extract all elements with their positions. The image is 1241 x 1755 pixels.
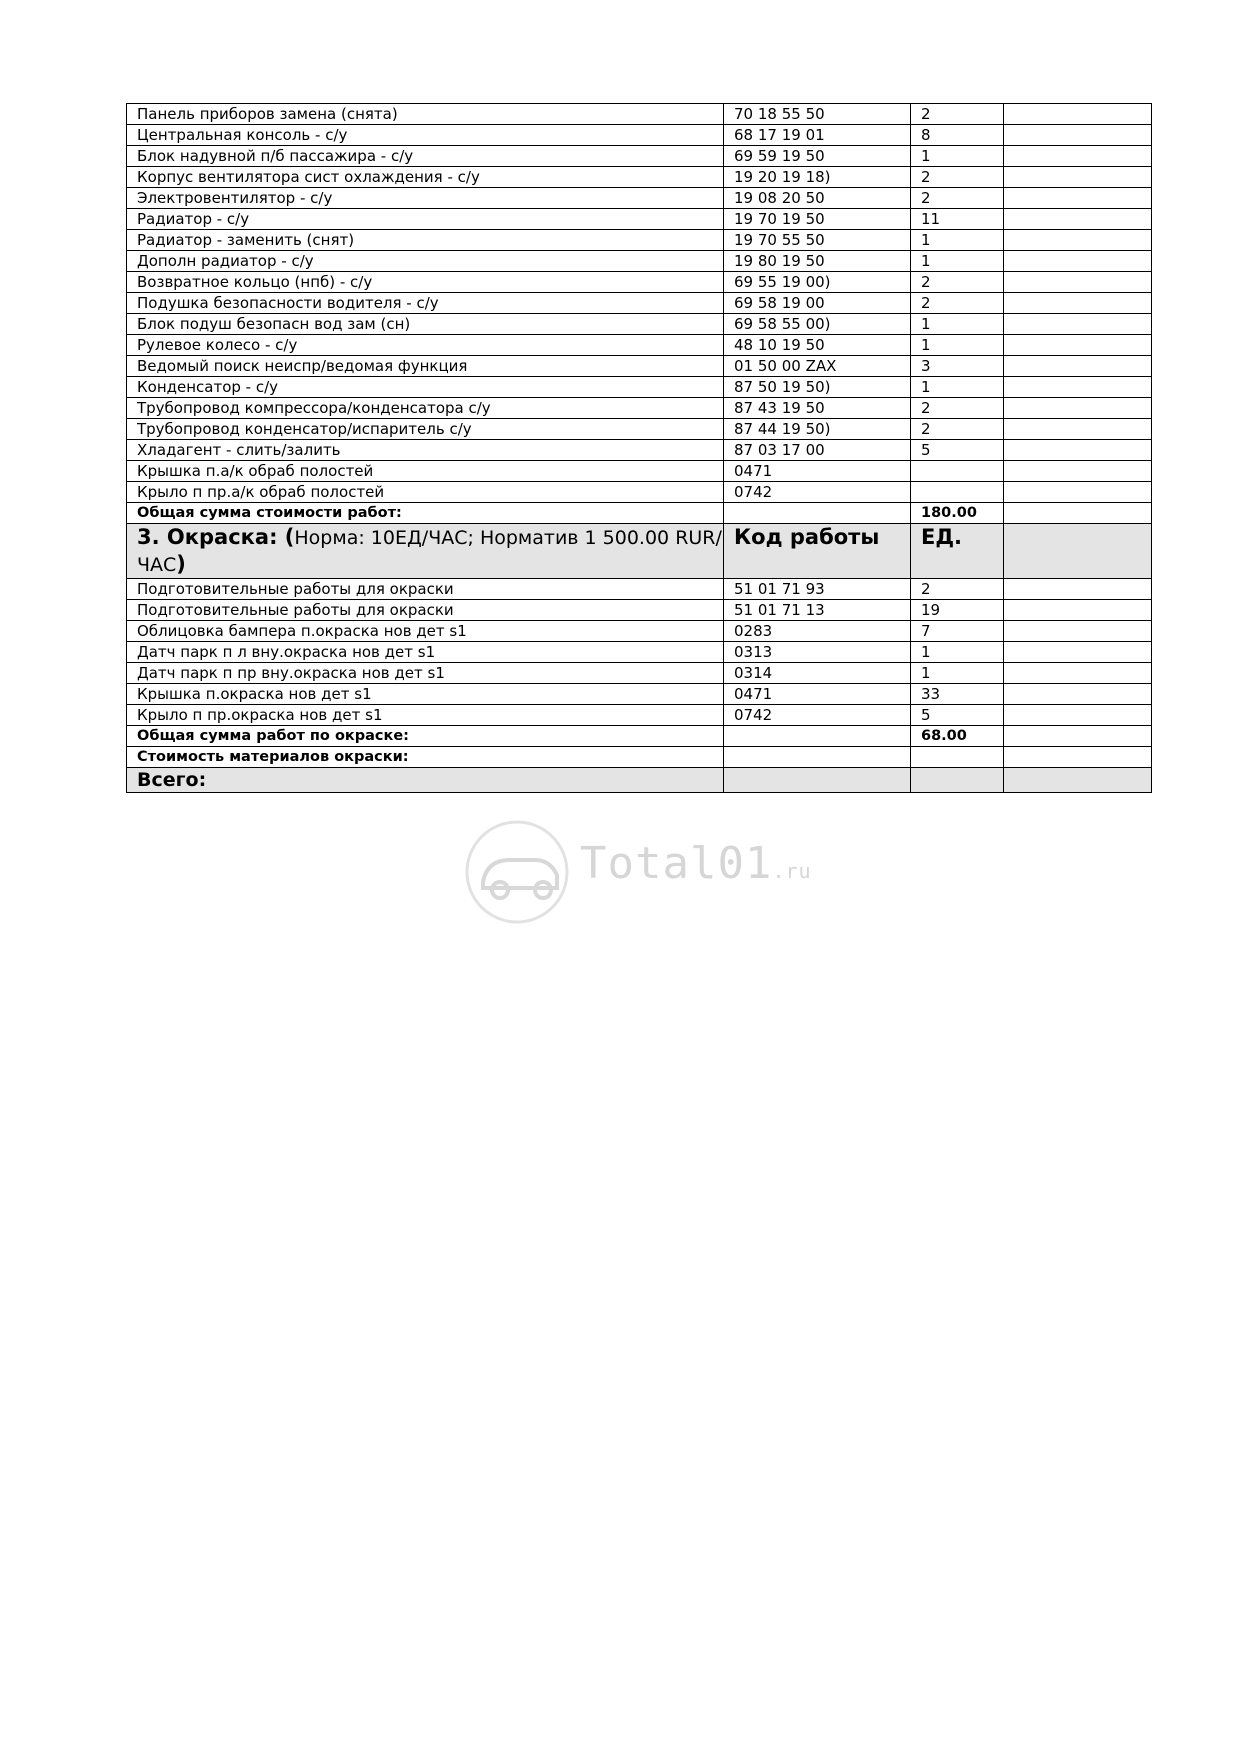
section-paint-title: 3. Окраска: (Норма: 10ЕД/ЧАС; Норматив 1 500.00 RUR/ЧАС)	[127, 524, 724, 579]
row-extra	[1004, 314, 1152, 335]
row-extra	[1004, 209, 1152, 230]
row-units: 2	[911, 293, 1004, 314]
row-units: 2	[911, 419, 1004, 440]
row-name: Дополн радиатор - с/у	[127, 251, 724, 272]
row-extra	[1004, 705, 1152, 726]
row-extra	[1004, 663, 1152, 684]
grand-total-row	[127, 768, 1152, 793]
row-extra	[1004, 398, 1152, 419]
row-units: 1	[911, 642, 1004, 663]
table-row	[127, 167, 1152, 188]
row-units: 8	[911, 125, 1004, 146]
row-code: 19 80 19 50	[724, 251, 911, 272]
row-name: Центральная консоль - с/у	[127, 125, 724, 146]
row-name: Рулевое колесо - с/у	[127, 335, 724, 356]
col-code-header: Код работы	[724, 524, 911, 579]
row-units: 1	[911, 146, 1004, 167]
row-extra	[1004, 579, 1152, 600]
table-row	[127, 251, 1152, 272]
table-row	[127, 188, 1152, 209]
row-extra	[1004, 104, 1152, 125]
row-name: Крышка п.окраска нов дет s1	[127, 684, 724, 705]
row-units: 2	[911, 167, 1004, 188]
row-code: 69 59 19 50	[724, 146, 911, 167]
row-code: 0742	[724, 705, 911, 726]
table-row	[127, 398, 1152, 419]
row-name: Подушка безопасности водителя - с/у	[127, 293, 724, 314]
row-extra	[1004, 600, 1152, 621]
row-code: 01 50 00 ZAX	[724, 356, 911, 377]
row-name: Блок подуш безопасн вод зам (сн)	[127, 314, 724, 335]
row-extra	[1004, 621, 1152, 642]
row-units: 2	[911, 398, 1004, 419]
watermark-text: Total01.ru	[580, 838, 812, 889]
row-code: 0471	[724, 461, 911, 482]
row-name: Радиатор - с/у	[127, 209, 724, 230]
row-extra	[1004, 293, 1152, 314]
row-extra	[1004, 272, 1152, 293]
repair-estimate-table	[126, 103, 1152, 793]
works-total-label: Общая сумма стоимости работ:	[127, 503, 724, 524]
materials-row	[127, 747, 1152, 768]
table-row	[127, 684, 1152, 705]
row-code: 68 17 19 01	[724, 125, 911, 146]
row-extra	[1004, 167, 1152, 188]
row-name: Крыло п пр.окраска нов дет s1	[127, 705, 724, 726]
row-code: 87 50 19 50)	[724, 377, 911, 398]
row-code: 87 44 19 50)	[724, 419, 911, 440]
row-extra	[1004, 377, 1152, 398]
table-row	[127, 209, 1152, 230]
row-code: 51 01 71 93	[724, 579, 911, 600]
row-name: Хладагент - слить/залить	[127, 440, 724, 461]
row-extra	[1004, 419, 1152, 440]
paint-total-label: Общая сумма работ по окраске:	[127, 726, 724, 747]
row-units: 19	[911, 600, 1004, 621]
row-name: Радиатор - заменить (снят)	[127, 230, 724, 251]
works-total-code	[724, 503, 911, 524]
row-code: 19 70 55 50	[724, 230, 911, 251]
row-units: 7	[911, 621, 1004, 642]
table-row	[127, 705, 1152, 726]
row-code: 69 55 19 00)	[724, 272, 911, 293]
table-row	[127, 461, 1152, 482]
row-code: 87 43 19 50	[724, 398, 911, 419]
paint-rows	[127, 579, 1152, 726]
table-row	[127, 579, 1152, 600]
row-name: Подготовительные работы для окраски	[127, 600, 724, 621]
row-code: 19 08 20 50	[724, 188, 911, 209]
table-row	[127, 335, 1152, 356]
row-code: 0283	[724, 621, 911, 642]
row-units	[911, 482, 1004, 503]
row-code: 0471	[724, 684, 911, 705]
row-code: 69 58 19 00	[724, 293, 911, 314]
section-paint-header	[127, 524, 1152, 579]
table-row	[127, 230, 1152, 251]
row-code: 48 10 19 50	[724, 335, 911, 356]
row-units: 11	[911, 209, 1004, 230]
table-row	[127, 482, 1152, 503]
row-code: 70 18 55 50	[724, 104, 911, 125]
row-units	[911, 461, 1004, 482]
row-extra	[1004, 684, 1152, 705]
row-extra	[1004, 146, 1152, 167]
row-units: 5	[911, 440, 1004, 461]
row-units: 5	[911, 705, 1004, 726]
works-total-extra	[1004, 503, 1152, 524]
row-name: Подготовительные работы для окраски	[127, 579, 724, 600]
row-units: 2	[911, 272, 1004, 293]
table-row	[127, 642, 1152, 663]
row-units: 2	[911, 188, 1004, 209]
row-units: 1	[911, 251, 1004, 272]
row-units: 1	[911, 335, 1004, 356]
table-row	[127, 377, 1152, 398]
col-extra-header	[1004, 524, 1152, 579]
row-name: Ведомый поиск неиспр/ведомая функция	[127, 356, 724, 377]
table-row	[127, 293, 1152, 314]
row-units: 1	[911, 663, 1004, 684]
row-units: 1	[911, 314, 1004, 335]
works-total-row	[127, 503, 1152, 524]
grand-total-label: Всего:	[127, 768, 724, 793]
row-code: 87 03 17 00	[724, 440, 911, 461]
row-extra	[1004, 356, 1152, 377]
table-row	[127, 663, 1152, 684]
row-extra	[1004, 251, 1152, 272]
row-code: 51 01 71 13	[724, 600, 911, 621]
table-row	[127, 272, 1152, 293]
row-extra	[1004, 461, 1152, 482]
row-code: 0314	[724, 663, 911, 684]
row-name: Конденсатор - с/у	[127, 377, 724, 398]
row-name: Корпус вентилятора сист охлаждения - с/у	[127, 167, 724, 188]
table-row	[127, 314, 1152, 335]
row-units: 1	[911, 377, 1004, 398]
row-extra	[1004, 335, 1152, 356]
row-name: Трубопровод конденсатор/испаритель с/у	[127, 419, 724, 440]
table-row	[127, 600, 1152, 621]
table-row	[127, 104, 1152, 125]
materials-label: Стоимость материалов окраски:	[127, 747, 724, 768]
row-code: 19 70 19 50	[724, 209, 911, 230]
row-name: Датч парк п пр вну.окраска нов дет s1	[127, 663, 724, 684]
row-extra	[1004, 230, 1152, 251]
row-units: 1	[911, 230, 1004, 251]
section-paint-norm: Норма: 10ЕД/ЧАС; Норматив 1 500.00 RUR/ЧАС	[137, 527, 722, 576]
row-code: 19 20 19 18)	[724, 167, 911, 188]
table-row	[127, 356, 1152, 377]
row-units: 33	[911, 684, 1004, 705]
col-units-header: ЕД.	[911, 524, 1004, 579]
row-name: Возвратное кольцо (нпб) - с/у	[127, 272, 724, 293]
row-extra	[1004, 440, 1152, 461]
row-code: 0313	[724, 642, 911, 663]
row-extra	[1004, 482, 1152, 503]
table-row	[127, 146, 1152, 167]
row-name: Блок надувной п/б пассажира - с/у	[127, 146, 724, 167]
row-name: Облицовка бампера п.окраска нов дет s1	[127, 621, 724, 642]
table-row	[127, 125, 1152, 146]
row-units: 3	[911, 356, 1004, 377]
row-name: Электровентилятор - с/у	[127, 188, 724, 209]
row-units: 2	[911, 104, 1004, 125]
paint-total-value: 68.00	[911, 726, 1004, 747]
row-code: 0742	[724, 482, 911, 503]
row-name: Трубопровод компрессора/конденсатора с/у	[127, 398, 724, 419]
paint-total-row	[127, 726, 1152, 747]
row-extra	[1004, 125, 1152, 146]
row-extra	[1004, 188, 1152, 209]
row-extra	[1004, 642, 1152, 663]
row-name: Панель приборов замена (снята)	[127, 104, 724, 125]
row-code: 69 58 55 00)	[724, 314, 911, 335]
works-rows	[127, 104, 1152, 503]
table-row	[127, 419, 1152, 440]
table-row	[127, 440, 1152, 461]
row-name: Датч парк п л вну.окраска нов дет s1	[127, 642, 724, 663]
works-total-value: 180.00	[911, 503, 1004, 524]
row-name: Крышка п.а/к обраб полостей	[127, 461, 724, 482]
table-row	[127, 621, 1152, 642]
row-name: Крыло п пр.а/к обраб полостей	[127, 482, 724, 503]
row-units: 2	[911, 579, 1004, 600]
